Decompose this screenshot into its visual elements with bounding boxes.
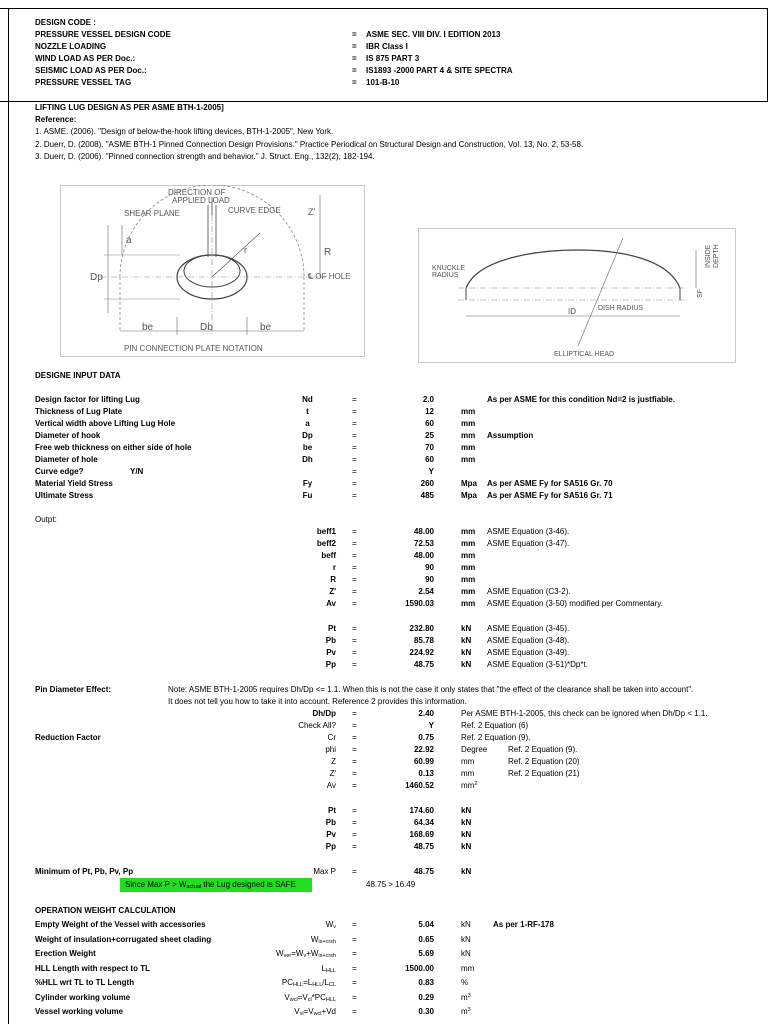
- safe-post: the Lug designed is SAFE: [201, 880, 296, 889]
- output-symbol: R: [330, 575, 336, 584]
- pin-symbol: Cr: [327, 733, 336, 742]
- operation-unit: kN: [461, 920, 471, 929]
- design-code-value: IS1893 -2000 PART 4 & SITE SPECTRA: [366, 66, 513, 75]
- pin-note: Per ASME BTH-1-2005, this check can be ignored when Dh/Dp < 1.1.: [461, 709, 708, 718]
- operation-symbol-part: wcl: [289, 996, 298, 1003]
- pin-eq: =: [352, 733, 357, 742]
- output-value: 72.53: [413, 539, 434, 548]
- operation-label: Cylinder working volume: [35, 992, 131, 1002]
- output-force-symbol: Pb: [325, 636, 336, 645]
- operation-label: Vessel working volume: [35, 1007, 124, 1016]
- operation-symbol-part: =W: [291, 949, 304, 958]
- operation-value: 0.30: [418, 1007, 434, 1016]
- output-eq: =: [352, 587, 357, 596]
- pin-effect-label: Pin Diameter Effect:: [35, 685, 112, 694]
- pin-force-unit: kN: [461, 818, 472, 827]
- section-divider: [0, 101, 768, 102]
- input-eq: =: [352, 467, 357, 476]
- input-note: As per ASME for this condition Nd=2 is justfiable.: [487, 395, 675, 404]
- pin-note: Ref. 2 Equation (21): [508, 769, 580, 778]
- pin-unit: Degree: [461, 745, 488, 754]
- operation-symbol: [220, 993, 336, 1003]
- operation-value: 5.69: [418, 949, 434, 958]
- input-value: Y: [428, 467, 434, 476]
- output-unit: mm: [461, 563, 476, 572]
- operation-title: OPERATION WEIGHT CALCULATION: [35, 906, 176, 915]
- pin-force-eq: =: [352, 806, 357, 815]
- pin-value: Y: [428, 721, 434, 730]
- input-value: 260: [420, 479, 434, 488]
- operation-symbol-part: is+crsh: [318, 938, 336, 945]
- output-force-note: ASME Equation (3-48).: [487, 636, 570, 645]
- pin-unit: $mm^2$: [461, 781, 478, 790]
- design-code-label: NOZZLE LOADING: [35, 42, 107, 51]
- design-code-label: PRESSURE VESSEL TAG: [35, 78, 132, 87]
- output-force-unit: kN: [461, 636, 472, 645]
- operation-unit: kN: [461, 949, 471, 958]
- operation-symbol: [220, 1007, 336, 1017]
- output-eq: =: [352, 539, 357, 548]
- operation-symbol: [220, 920, 336, 930]
- design-code-header: DESIGN CODE :: [35, 18, 96, 27]
- volume-exponent: 3: [467, 992, 471, 999]
- input-symbol: t: [306, 407, 309, 416]
- dish-radius-label: DISH RADIUS: [598, 305, 644, 312]
- reference-3: 3. Duerr, D. (2006). "Pinned connection strength and behavior." J. Struct. Eng., 132(2), 182-194.: [35, 152, 375, 161]
- pin-connection-diagram: [60, 185, 365, 357]
- operation-eq: =: [352, 920, 357, 929]
- lifting-lug-title: LIFTING LUG DESIGN AS PER ASME BTH-1-2005]: [35, 103, 224, 112]
- minimum-label: Minimum of Pt, Pb, Pv, Pp: [35, 867, 134, 876]
- operation-eq: =: [352, 949, 357, 958]
- operation-symbol: [220, 935, 336, 945]
- pin-eq: =: [352, 769, 357, 778]
- diagram-dp-label: Dp: [90, 272, 103, 283]
- operation-symbol-part: v: [303, 953, 307, 959]
- operation-label: %HLL wrt TL to TL Length: [35, 978, 135, 987]
- design-code-eq: =: [352, 42, 357, 51]
- output-force-symbol: Pp: [325, 660, 336, 669]
- output-force-value: 232.80: [409, 624, 434, 633]
- sf-label: SF: [697, 289, 704, 298]
- operation-value: 0.83: [418, 978, 434, 987]
- design-code-eq: =: [352, 78, 357, 87]
- input-note: Assumption: [487, 431, 534, 440]
- input-unit: mm: [461, 419, 476, 428]
- design-code-eq: =: [352, 30, 357, 39]
- operation-symbol-part: +Vd: [321, 1007, 336, 1016]
- input-label: Free web thickness on either side of hole: [35, 443, 192, 452]
- output-symbol: beff1: [316, 527, 336, 536]
- design-code-eq: =: [352, 54, 357, 63]
- reduction-factor-label: Reduction Factor: [35, 733, 101, 742]
- operation-symbol-part: v: [333, 924, 336, 930]
- operation-label: Weight of insulation+corrugated sheet clading: [35, 934, 212, 944]
- operation-symbol-part: wcl: [313, 1011, 322, 1017]
- design-code-value: IBR Class I: [366, 42, 408, 51]
- pin-force-value: 168.69: [409, 830, 434, 839]
- pin-unit: mm: [461, 769, 475, 778]
- input-eq: =: [352, 455, 357, 464]
- output-value: 48.00: [413, 551, 434, 560]
- input-data-title: DESIGNE INPUT DATA: [35, 371, 121, 380]
- output-note: ASME Equation (3-46).: [487, 527, 570, 536]
- output-force-symbol: Pt: [328, 624, 336, 633]
- diagram-r-label: r: [244, 245, 247, 255]
- operation-eq: =: [352, 978, 357, 987]
- output-unit: mm: [461, 539, 476, 548]
- operation-symbol-part: HLL: [312, 982, 323, 988]
- pin-force-unit: kN: [461, 830, 472, 839]
- volume-exponent: 3: [467, 1007, 471, 1013]
- operation-value: 1500.00: [405, 963, 434, 973]
- output-note: ASME Equation (C3-2).: [487, 587, 571, 596]
- input-value: 2.0: [422, 395, 434, 404]
- output-force-eq: =: [352, 624, 357, 633]
- output-symbol: Av: [326, 599, 336, 608]
- input-unit: mm: [461, 443, 476, 452]
- input-eq: =: [352, 395, 357, 404]
- operation-symbol-part: =V: [303, 1007, 314, 1016]
- reference-2: 2. Duerr, D. (2008). "ASME BTH-1 Pinned Connection Design Provisions." Practice Periodical on Structural Design and Construction, Vol. 13, No. 2, 53-58.: [35, 140, 584, 149]
- output-note: ASME Equation (3-47).: [487, 539, 570, 548]
- pin-eq: =: [352, 757, 357, 766]
- operation-symbol: [220, 978, 336, 988]
- pin-note: Ref. 2 Equation (9).: [461, 733, 531, 742]
- input-label: Diameter of hook: [35, 431, 101, 440]
- output-unit: mm: [461, 575, 476, 584]
- input-symbol: Dp: [302, 431, 313, 440]
- input-note: As per ASME Fy for SA516 Gr. 71: [487, 491, 613, 500]
- input-label: Design factor for lifting Lug: [35, 395, 140, 404]
- output-unit: mm: [461, 599, 476, 608]
- input-label: Material Yield Stress: [35, 479, 113, 488]
- operation-symbol-part: W: [325, 920, 334, 929]
- pin-symbol: phi: [325, 745, 336, 754]
- design-code-value: ASME SEC. VIII DIV. I EDITION 2013: [366, 30, 501, 39]
- input-label: Ultimate Stress: [35, 491, 94, 500]
- pin-force-eq: =: [352, 830, 357, 839]
- operation-symbol: [220, 964, 336, 974]
- output-unit: mm: [461, 551, 476, 560]
- id-label: ID: [568, 307, 576, 316]
- output-force-value: 224.92: [409, 648, 434, 657]
- operation-value: 5.04: [418, 920, 434, 929]
- operation-symbol-part: W: [310, 934, 319, 944]
- diagram-R-label: R: [324, 247, 332, 258]
- reference-label: Reference:: [35, 115, 77, 124]
- operation-symbol-part: V: [284, 992, 290, 1002]
- pin-eq: =: [352, 745, 357, 754]
- input-value: 485: [420, 491, 434, 500]
- operation-eq: =: [352, 992, 357, 1002]
- pin-note-2: It does not tell you how to take it into account. Reference 2 provides this information.: [168, 697, 467, 706]
- pin-force-unit: kN: [461, 806, 472, 815]
- pin-value: 22.92: [413, 745, 434, 754]
- output-force-eq: =: [352, 660, 357, 669]
- input-value: 60: [425, 419, 434, 428]
- input-eq: =: [352, 419, 357, 428]
- output-force-note: ASME Equation (3-51)*Dp*t.: [487, 660, 588, 669]
- diagram-db-label: Db: [200, 322, 213, 333]
- elliptical-head-diagram: [418, 228, 736, 363]
- diagram1-caption: PIN CONNECTION PLATE NOTATION: [124, 344, 263, 353]
- pin-force-value: 64.34: [413, 818, 434, 827]
- radius-label: RADIUS: [432, 272, 459, 279]
- diagram-applied-load-label: APPLIED LOAD: [172, 196, 230, 205]
- max-p-value: 48.75: [413, 867, 434, 876]
- operation-unit: kN: [461, 934, 471, 944]
- input-unit: mm: [461, 455, 476, 464]
- output-value: 48.00: [413, 527, 434, 536]
- input-eq: =: [352, 443, 357, 452]
- input-symbol: be: [302, 443, 313, 452]
- pin-symbol: Check All?: [298, 721, 336, 730]
- design-code-label: PRESSURE VESSEL DESIGN CODE: [35, 30, 171, 39]
- operation-symbol-part: =V: [297, 992, 308, 1002]
- output-value: 2.54: [418, 587, 434, 596]
- pin-note: Ref. 2 Equation (9).: [508, 745, 578, 754]
- pin-unit: mm: [461, 757, 475, 766]
- input-eq: =: [352, 407, 357, 416]
- output-force-unit: kN: [461, 624, 472, 633]
- knuckle-label: KNUCKLE: [432, 265, 466, 272]
- operation-unit: $m^3$: [461, 992, 471, 1002]
- yn-label: Y/N: [130, 467, 144, 476]
- output-title: Outpt:: [35, 515, 57, 524]
- inside-label: INSIDE: [705, 244, 712, 268]
- output-force-eq: =: [352, 648, 357, 657]
- safe-compare: 48.75 > 16.49: [366, 880, 416, 889]
- pin-eq: =: [352, 781, 357, 790]
- operation-label: Erection Weight: [35, 949, 96, 958]
- output-force-unit: kN: [461, 660, 472, 669]
- operation-symbol-part: HLL: [325, 967, 336, 974]
- operation-unit: $m^3$: [461, 1007, 471, 1016]
- output-force-note: ASME Equation (3-49).: [487, 648, 570, 657]
- pin-value: 1460.52: [405, 781, 434, 790]
- operation-value: 0.65: [418, 934, 434, 944]
- output-value: 90: [425, 563, 434, 572]
- output-eq: =: [352, 575, 357, 584]
- operation-label: Empty Weight of the Vessel with accessories: [35, 920, 206, 929]
- reference-1: 1. ASME. (2006). "Design of below-the-hook lifting devices, BTH-1-2005", New York.: [35, 127, 334, 136]
- operation-eq: =: [352, 934, 357, 944]
- input-value: 60: [425, 455, 434, 464]
- operation-symbol-part: /L: [322, 978, 329, 987]
- input-unit: Mpa: [461, 479, 477, 488]
- input-symbol: Nd: [302, 395, 313, 404]
- top-border: [0, 8, 768, 9]
- input-value: 25: [425, 431, 434, 440]
- output-value: 90: [425, 575, 434, 584]
- left-border-lower: [8, 101, 9, 1024]
- input-eq: =: [352, 491, 357, 500]
- output-eq: =: [352, 563, 357, 572]
- output-symbol: r: [332, 563, 336, 572]
- pin-value: 2.40: [418, 709, 434, 718]
- output-value: 1590.03: [405, 599, 434, 608]
- operation-symbol-part: +W: [306, 949, 319, 958]
- design-code-value: 101-B-10: [366, 78, 400, 87]
- input-symbol: Fy: [302, 479, 313, 488]
- pin-value: 0.75: [418, 733, 434, 742]
- pin-force-eq: =: [352, 842, 357, 851]
- input-value: 12: [425, 407, 434, 416]
- output-unit: mm: [461, 587, 476, 596]
- safe-pre: Since Max P > W: [125, 880, 187, 889]
- operation-symbol: [220, 949, 336, 959]
- design-code-eq: =: [352, 66, 357, 75]
- operation-symbol-part: HLL: [325, 996, 336, 1003]
- operation-symbol-part: V: [294, 1007, 300, 1016]
- input-symbol: a: [305, 419, 310, 428]
- operation-symbol-part: L: [321, 963, 326, 973]
- pin-symbol: Z': [329, 769, 336, 778]
- operation-eq: =: [352, 1007, 357, 1016]
- pin-note: Ref. 2 Equation (20): [508, 757, 580, 766]
- depth-label: DEPTH: [713, 244, 720, 268]
- output-force-unit: kN: [461, 648, 472, 657]
- operation-unit: %: [461, 978, 469, 987]
- pin-eq: =: [352, 721, 357, 730]
- max-p-unit: kN: [461, 867, 472, 876]
- operation-eq: =: [352, 963, 357, 973]
- output-symbol: beff: [321, 551, 336, 560]
- diagram-be-right-label: be: [260, 322, 272, 333]
- input-unit: mm: [461, 407, 476, 416]
- left-border: [8, 8, 9, 102]
- diagram-curve-edge-label: CURVE EDGE: [228, 206, 281, 215]
- operation-symbol-part: PC: [281, 978, 293, 987]
- pin-force-value: 48.75: [413, 842, 434, 851]
- output-eq: =: [352, 527, 357, 536]
- operation-symbol-part: cl: [307, 996, 312, 1003]
- diagram-be-left-label: be: [142, 322, 154, 333]
- diagram-a-label: a: [126, 235, 132, 246]
- pin-note: Ref. 2 Equation (6): [461, 721, 529, 730]
- pin-value: 0.13: [418, 769, 434, 778]
- operation-symbol-part: vl: [299, 1011, 304, 1017]
- max-p-eq: =: [352, 867, 357, 876]
- pin-force-symbol: Pp: [325, 842, 336, 851]
- area-exponent: 2: [474, 781, 478, 787]
- pin-force-value: 174.60: [409, 806, 434, 815]
- input-eq: =: [352, 431, 357, 440]
- input-symbol: Dh: [302, 455, 313, 464]
- diagram-direction-label: DIRECTION OF: [168, 188, 226, 197]
- operation-unit: mm: [461, 963, 475, 973]
- pin-note-1: Note: ASME BTH-1-2005 requires Dh/Dp <= 1.1. When this is not the case it only states that "the effect of the clearance shall be taken into account".: [168, 685, 694, 694]
- output-eq: =: [352, 599, 357, 608]
- pin-value: 60.99: [413, 757, 434, 766]
- output-eq: =: [352, 551, 357, 560]
- input-label: Vertical width above Lifting Lug Hole: [35, 419, 176, 428]
- input-unit: Mpa: [461, 491, 477, 500]
- output-force-note: ASME Equation (3-45).: [487, 624, 570, 633]
- output-note: ASME Equation (3-50) modified per Commentary.: [487, 599, 663, 608]
- input-label: Thickness of Lug Plate: [35, 407, 123, 416]
- operation-symbol-part: W: [276, 949, 284, 958]
- output-force-value: 48.75: [413, 660, 434, 669]
- diagram-shear-plane-label: SHEAR PLANE: [124, 209, 181, 218]
- input-label: Diameter of hole: [35, 455, 98, 464]
- max-p-symbol: Max P: [313, 867, 336, 876]
- pin-force-symbol: Pt: [328, 806, 336, 815]
- operation-symbol-part: CL: [328, 982, 336, 988]
- pin-force-eq: =: [352, 818, 357, 827]
- operation-note: As per 1-RF-178: [493, 920, 554, 929]
- output-symbol: Z': [329, 587, 336, 596]
- operation-value: 0.29: [418, 992, 434, 1002]
- safe-message: [125, 880, 296, 890]
- pin-force-symbol: Pv: [326, 830, 336, 839]
- diagram-z-label: Z': [308, 207, 316, 217]
- input-eq: =: [352, 479, 357, 488]
- input-unit: mm: [461, 431, 476, 440]
- operation-label: HLL Length with respect to TL: [35, 963, 150, 973]
- input-label: Curve edge?: [35, 467, 84, 476]
- output-unit: mm: [461, 527, 476, 536]
- operation-symbol-part: *PC: [311, 992, 326, 1002]
- output-force-eq: =: [352, 636, 357, 645]
- input-symbol: Fu: [302, 491, 313, 500]
- design-code-label: SEISMIC LOAD AS PER Doc.:: [35, 66, 147, 75]
- input-note: As per ASME Fy for SA516 Gr. 70: [487, 479, 613, 488]
- operation-symbol-part: ver: [283, 953, 292, 959]
- design-code-value: IS 875 PART 3: [366, 54, 420, 63]
- output-force-value: 85.78: [413, 636, 434, 645]
- pin-force-unit: kN: [461, 842, 472, 851]
- pin-symbol: Z: [331, 757, 336, 766]
- input-value: 70: [425, 443, 434, 452]
- pin-eq: =: [352, 709, 357, 718]
- design-code-label: WIND LOAD AS PER Doc.:: [35, 54, 136, 63]
- pin-force-symbol: Pb: [325, 818, 336, 827]
- diagram-cl-label: ℄ OF HOLE: [308, 272, 351, 281]
- operation-symbol-part: =L: [303, 978, 313, 987]
- pin-symbol: Av: [326, 781, 336, 790]
- operation-symbol-part: is+crsh: [318, 953, 336, 959]
- output-symbol: beff2: [316, 539, 336, 548]
- operation-symbol-part: HLL: [292, 982, 304, 988]
- pin-symbol: Dh/Dp: [312, 709, 336, 718]
- output-force-symbol: Pv: [326, 648, 336, 657]
- diagram2-caption: ELLIPTICAL HEAD: [554, 351, 615, 358]
- safe-sub: actual: [186, 884, 202, 890]
